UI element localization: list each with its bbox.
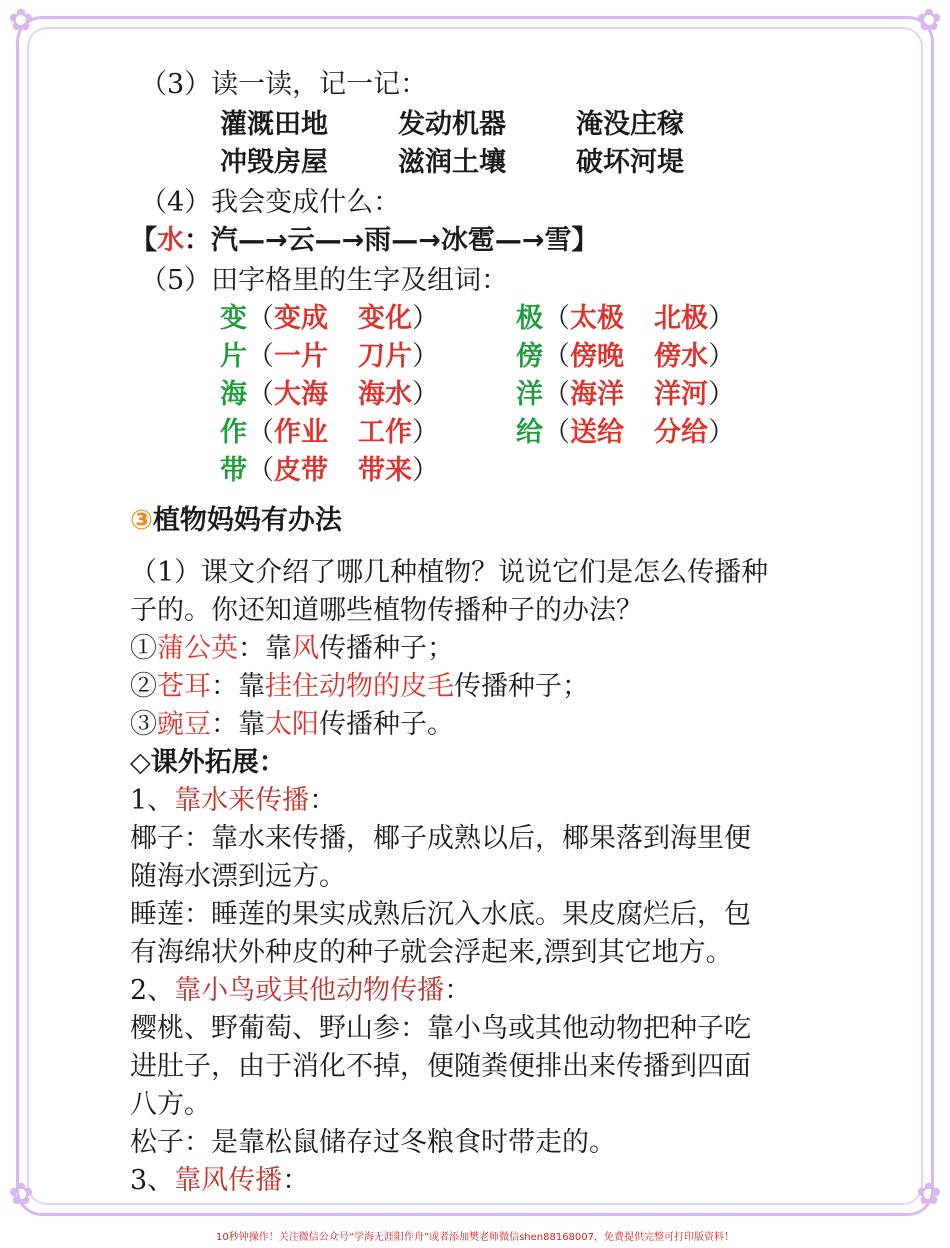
water-word: 水 bbox=[157, 225, 184, 256]
vocab-word: 海水 bbox=[358, 379, 412, 410]
paragraph-line: 有海绵状外种皮的种子就会浮起来,漂到其它地方。 bbox=[130, 937, 733, 968]
q5-title: （5）田字格里的生字及组词： bbox=[140, 265, 509, 296]
q3-title: （3）读一读，记一记： bbox=[140, 69, 428, 100]
q4-chain bbox=[130, 218, 599, 257]
paragraph-line: 八方。 bbox=[130, 1089, 211, 1120]
vocab-word: 带来 bbox=[358, 455, 412, 486]
footer-notice: 10秒钟操作！关注微信公众号“学海无涯阳作舟”或者添加樊老师微信shen88168007，免费提供完整可打印版资料！ bbox=[215, 1232, 735, 1243]
vocab-word: 海洋 bbox=[570, 379, 624, 410]
vocab-word: 一片 bbox=[274, 341, 328, 372]
vocab-word: 刀片 bbox=[358, 341, 412, 372]
paragraph-line: 樱桃、野葡萄、野山参：靠小鸟或其他动物把种子吃 bbox=[130, 1013, 751, 1044]
q3-word: 冲毁房屋 bbox=[220, 147, 328, 178]
answer-line: ③豌豆：靠太阳传播种子。 bbox=[130, 709, 454, 740]
vocab-word: 分给 bbox=[654, 417, 708, 448]
vocab-char: 作 bbox=[220, 417, 247, 448]
section-title bbox=[130, 498, 342, 537]
q3-word: 破坏河堤 bbox=[576, 147, 684, 178]
question-line: （1）课文介绍了哪几种植物？说说它们是怎么传播种 bbox=[130, 557, 769, 588]
flower-corner-icon: ✿ bbox=[8, 1177, 34, 1212]
vocab-word: 傍晚 bbox=[570, 341, 624, 372]
vocab-word: 工作 bbox=[358, 417, 412, 448]
paragraph-line: 随海水漂到远方。 bbox=[130, 861, 346, 892]
paragraph-line: 睡莲：睡莲的果实成熟后沉入水底。果皮腐烂后，包 bbox=[130, 899, 751, 930]
vocab-word: 太极 bbox=[570, 303, 624, 334]
q3-word: 发动机器 bbox=[398, 109, 506, 140]
vocab-char: 极 bbox=[516, 303, 543, 334]
vocab-word: 大海 bbox=[274, 379, 328, 410]
vocab-word: 皮带 bbox=[274, 455, 328, 486]
bracket-close: 】 bbox=[571, 225, 599, 256]
vocab-word: 洋河 bbox=[654, 379, 708, 410]
vocab-entry: 作（作业 工作） bbox=[220, 417, 439, 448]
q3-word: 灌溉田地 bbox=[220, 109, 328, 140]
answer-line: ①蒲公英：靠风传播种子； bbox=[130, 633, 454, 664]
vocab-word: 送给 bbox=[570, 417, 624, 448]
vocab-entry: 极（太极 北极） bbox=[516, 303, 735, 334]
vocab-char: 片 bbox=[220, 341, 247, 372]
vocab-word: 变成 bbox=[274, 303, 328, 334]
section-number: ③ bbox=[130, 505, 153, 536]
vocab-char: 海 bbox=[220, 379, 247, 410]
paragraph-line: 松子：是靠松鼠储存过冬粮食时带走的。 bbox=[130, 1127, 616, 1158]
transform-chain: ：汽—→云—→雨—→冰雹—→雪 bbox=[184, 225, 572, 256]
vocab-entry: 片（一片 刀片） bbox=[220, 341, 439, 372]
subheading: 1、靠水来传播： bbox=[130, 785, 337, 816]
vocab-entry: 傍（傍晚 傍水） bbox=[516, 341, 735, 372]
vocab-entry: 带（皮带 带来） bbox=[220, 455, 439, 486]
vocab-char: 给 bbox=[516, 417, 543, 448]
vocab-char: 傍 bbox=[516, 341, 543, 372]
flower-corner-icon: ✿ bbox=[916, 1177, 942, 1212]
vocab-char: 洋 bbox=[516, 379, 543, 410]
vocab-entry: 变（变成 变化） bbox=[220, 303, 439, 334]
q3-word: 滋润土壤 bbox=[398, 147, 506, 178]
q4-title: （4）我会变成什么： bbox=[140, 187, 401, 218]
bracket-open: 【 bbox=[130, 225, 157, 256]
q3-word: 淹没庄稼 bbox=[576, 109, 684, 140]
subheading: 2、靠小鸟或其他动物传播： bbox=[130, 975, 472, 1006]
vocab-char: 带 bbox=[220, 455, 247, 486]
section-heading: 植物妈妈有办法 bbox=[152, 505, 342, 536]
paragraph-line: 进肚子，由于消化不掉，便随粪便排出来传播到四面 bbox=[130, 1051, 751, 1082]
vocab-word: 变化 bbox=[358, 303, 412, 334]
answer-line: ②苍耳：靠挂住动物的皮毛传播种子； bbox=[130, 671, 589, 702]
vocab-word: 北极 bbox=[654, 303, 708, 334]
paragraph-line: 椰子：靠水来传播，椰子成熟以后，椰果落到海里便 bbox=[130, 823, 751, 854]
flower-corner-icon: ✿ bbox=[916, 3, 942, 38]
extension-title: ◇课外拓展： bbox=[130, 747, 286, 778]
question-line: 子的。你还知道哪些植物传播种子的办法？ bbox=[130, 595, 643, 626]
subheading: 3、靠风传播： bbox=[130, 1165, 310, 1196]
vocab-entry: 海（大海 海水） bbox=[220, 379, 439, 410]
vocab-word: 傍水 bbox=[654, 341, 708, 372]
vocab-char: 变 bbox=[220, 303, 247, 334]
vocab-entry: 给（送给 分给） bbox=[516, 417, 735, 448]
vocab-entry: 洋（海洋 洋河） bbox=[516, 379, 735, 410]
vocab-word: 作业 bbox=[274, 417, 328, 448]
flower-corner-icon: ✿ bbox=[8, 3, 34, 38]
